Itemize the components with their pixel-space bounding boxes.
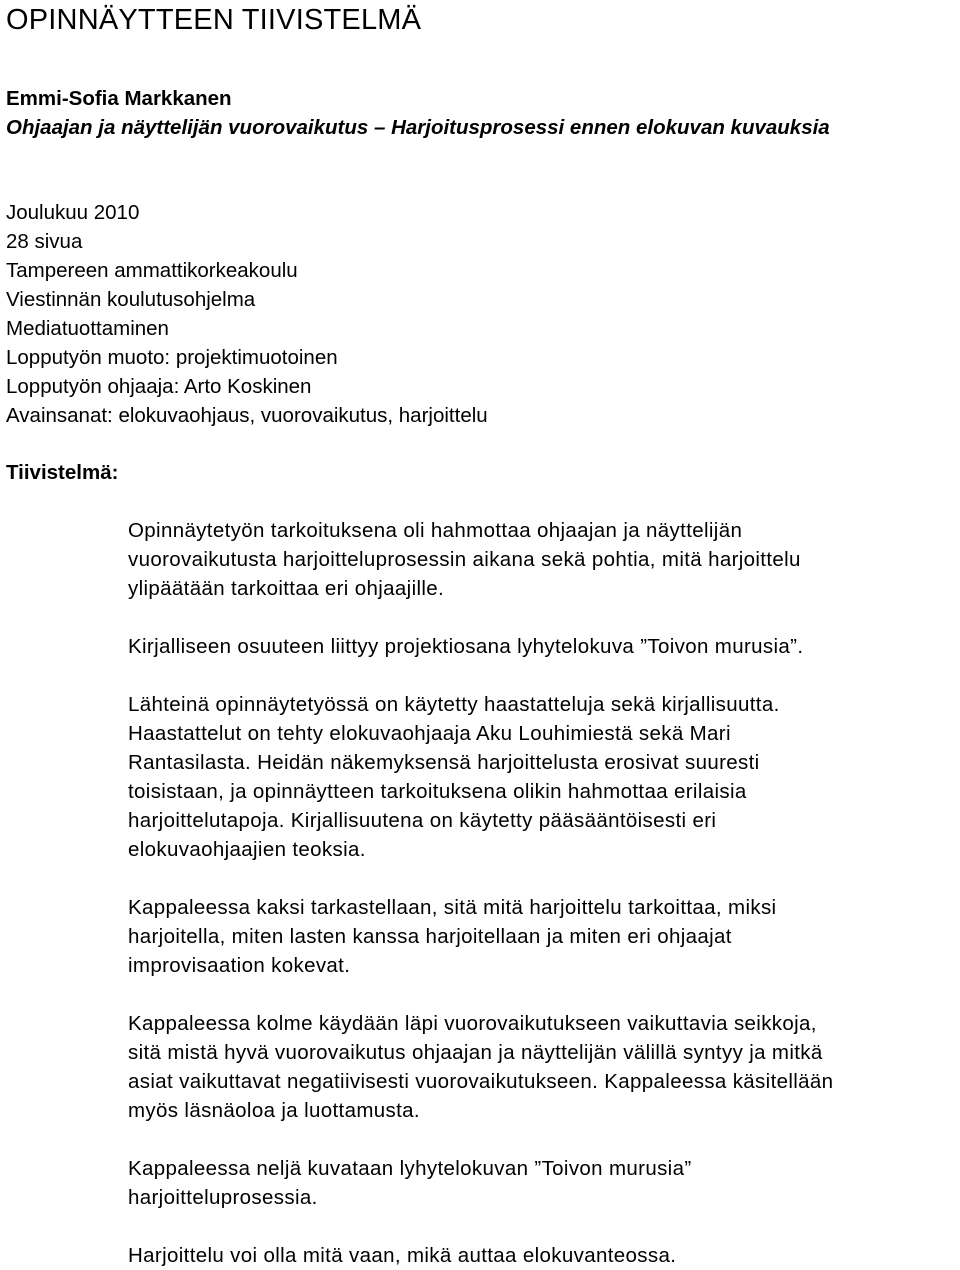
paragraph-spacer bbox=[128, 661, 960, 690]
thesis-info-item: Lopputyön muoto: projektimuotoinen bbox=[6, 346, 338, 369]
thesis-info-item: Joulukuu 2010 bbox=[6, 201, 140, 224]
thesis-info-item: Viestinnän koulutusohjelma bbox=[6, 288, 256, 311]
abstract-line: Lähteinä opinnäytetyössä on käytetty haastatteluja sekä kirjallisuutta. bbox=[128, 693, 780, 716]
author-name: Emmi-Sofia Markkanen bbox=[6, 87, 232, 110]
thesis-info-list bbox=[6, 198, 488, 430]
paragraph-spacer bbox=[128, 1212, 960, 1241]
abstract-line: harjoitteluprosessia. bbox=[128, 1186, 318, 1209]
abstract-line: improvisaation kokevat. bbox=[128, 954, 351, 977]
abstract-line: vuorovaikutusta harjoitteluprosessin aikana sekä pohtia, mitä harjoittelu bbox=[128, 548, 801, 571]
abstract-line: Kirjalliseen osuuteen liittyy projektiosana lyhytelokuva ”Toivon murusia”. bbox=[128, 635, 804, 658]
abstract-line: elokuvaohjaajien teoksia. bbox=[128, 838, 366, 861]
abstract-heading: Tiivistelmä: bbox=[6, 461, 119, 484]
abstract-line: Kappaleessa neljä kuvataan lyhytelokuvan ”Toivon murusia” bbox=[128, 1157, 692, 1180]
abstract-line: harjoittelutapoja. Kirjallisuutena on käytetty pääsääntöisesti eri bbox=[128, 809, 717, 832]
thesis-info-item: Lopputyön ohjaaja: Arto Koskinen bbox=[6, 375, 312, 398]
abstract-line: harjoitella, miten lasten kanssa harjoitellaan ja miten eri ohjaajat bbox=[128, 925, 732, 948]
abstract-line: Opinnäytetyön tarkoituksena oli hahmottaa ohjaajan ja näyttelijän bbox=[128, 519, 743, 542]
thesis-info-item: Avainsanat: elokuvaohjaus, vuorovaikutus, harjoittelu bbox=[6, 404, 488, 427]
paragraph-spacer bbox=[128, 603, 960, 632]
abstract-line: Harjoittelu voi olla mitä vaan, mikä auttaa elokuvanteossa. bbox=[128, 1244, 677, 1267]
abstract-line: toisistaan, ja opinnäytteen tarkoituksena olikin hahmottaa erilaisia bbox=[128, 780, 747, 803]
thesis-info-item: Mediatuottaminen bbox=[6, 317, 169, 340]
thesis-title: Ohjaajan ja näyttelijän vuorovaikutus – Harjoitusprosessi ennen elokuvan kuvauksia bbox=[6, 116, 830, 139]
abstract-line: Haastattelut on tehty elokuvaohjaaja Aku Louhimiestä sekä Mari bbox=[128, 722, 731, 745]
abstract-line: Kappaleessa kolme käydään läpi vuorovaikutukseen vaikuttavia seikkoja, bbox=[128, 1012, 817, 1035]
paragraph-spacer bbox=[128, 980, 960, 1009]
abstract-line: ylipäätään tarkoittaa eri ohjaajille. bbox=[128, 577, 445, 600]
abstract-line: myös läsnäoloa ja luottamusta. bbox=[128, 1099, 420, 1122]
abstract-body bbox=[128, 516, 960, 1270]
abstract-line: sitä mistä hyvä vuorovaikutus ohjaajan ja näyttelijän välillä syntyy ja mitkä bbox=[128, 1041, 823, 1064]
document-title: OPINNÄYTTEEN TIIVISTELMÄ bbox=[6, 4, 422, 36]
abstract-line: Kappaleessa kaksi tarkastellaan, sitä mitä harjoittelu tarkoittaa, miksi bbox=[128, 896, 777, 919]
paragraph-spacer bbox=[128, 864, 960, 893]
paragraph-spacer bbox=[128, 1125, 960, 1154]
abstract-line: Rantasilasta. Heidän näkemyksensä harjoittelusta erosivat suuresti bbox=[128, 751, 760, 774]
thesis-info-item: 28 sivua bbox=[6, 230, 83, 253]
thesis-info-item: Tampereen ammattikorkeakoulu bbox=[6, 259, 298, 282]
abstract-line: asiat vaikuttavat negatiivisesti vuorovaikutukseen. Kappaleessa käsitellään bbox=[128, 1070, 834, 1093]
